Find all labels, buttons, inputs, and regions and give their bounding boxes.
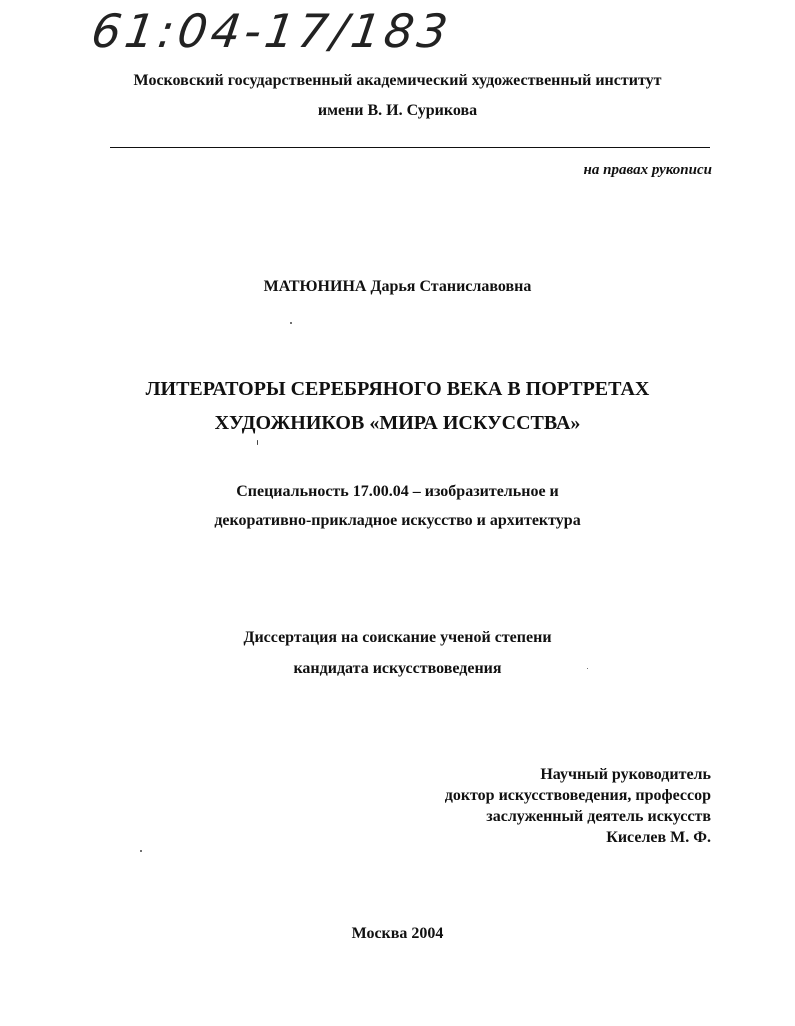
dissertation-line1: Диссертация на соискание ученой степени (243, 629, 552, 646)
author-name: МАТЮНИНА Дарья Станиславовна (263, 278, 532, 295)
header-divider (110, 147, 710, 148)
city-year: Москва 2004 (351, 925, 444, 942)
scan-speck (587, 668, 588, 669)
scan-speck (140, 850, 142, 852)
thesis-title-line2: ХУДОЖНИКОВ «МИРА ИСКУССТВА» (214, 412, 581, 434)
scan-speck (257, 440, 258, 445)
thesis-title-line1: ЛИТЕРАТОРЫ СЕРЕБРЯНОГО ВЕКА В ПОРТРЕТАХ (145, 378, 650, 400)
supervisor-name: Киселев М. Ф. (606, 829, 711, 846)
scan-speck (290, 322, 292, 324)
supervisor-role: Научный руководитель (540, 766, 711, 783)
specialty-line1: Специальность 17.00.04 – изобразительное и (236, 483, 559, 500)
specialty-line2: декоративно-прикладное искусство и архитектура (214, 512, 581, 529)
archive-number-handwritten: 61:04-17/183 (88, 4, 455, 58)
institution-name-line2: имени В. И. Сурикова (317, 102, 478, 119)
supervisor-honor: заслуженный деятель искусств (486, 808, 711, 825)
supervisor-degree: доктор искусствоведения, профессор (444, 787, 711, 804)
manuscript-note: на правах рукописи (583, 162, 712, 178)
dissertation-line2: кандидата искусствоведения (293, 660, 502, 677)
institution-name: Московский государственный академический художественный институт (133, 72, 662, 89)
